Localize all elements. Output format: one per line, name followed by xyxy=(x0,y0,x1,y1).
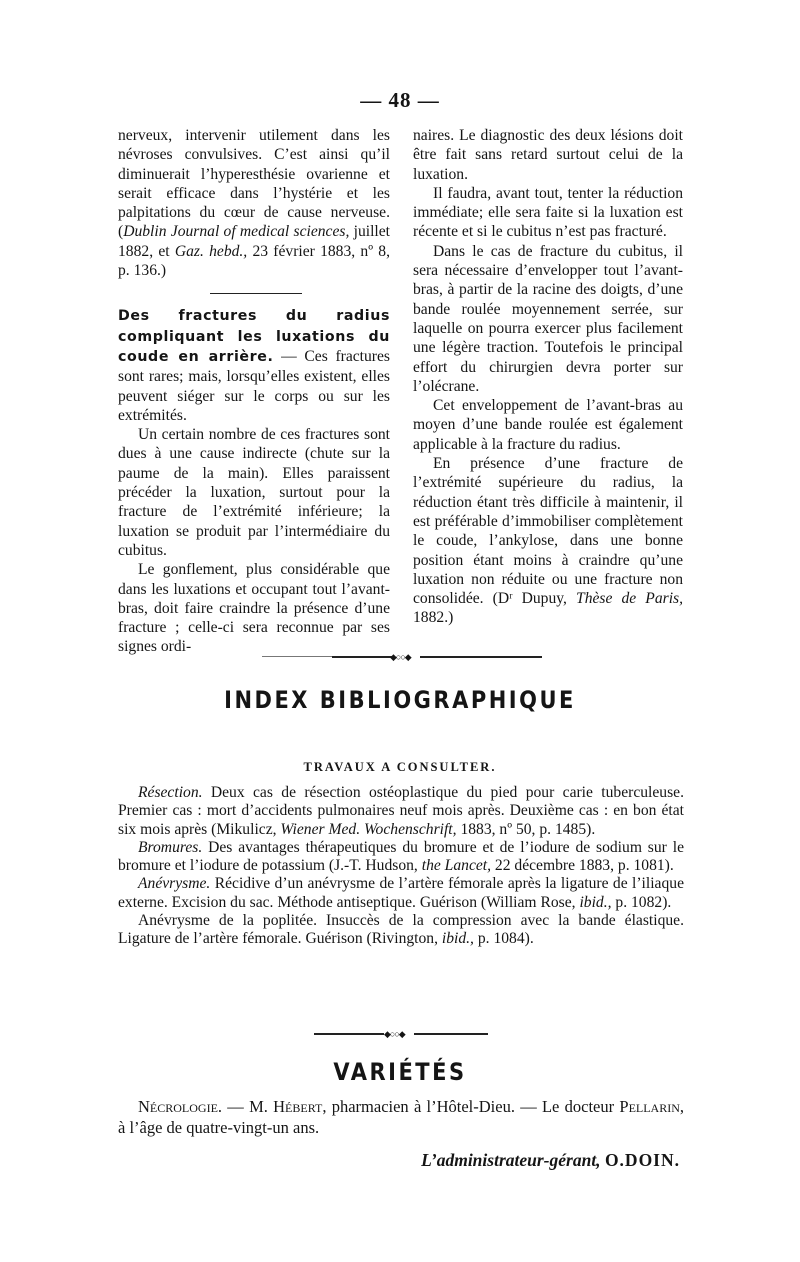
right-column xyxy=(413,126,683,628)
ornament-line-right xyxy=(414,1033,488,1035)
entry-label: Résection. xyxy=(138,784,203,801)
right-paragraph-4: Cet enveloppement de l’avant-bras au moyen d’une bande roulée est également applicable à la fracture du radius. xyxy=(413,397,683,453)
ornament-line-left-bold xyxy=(332,656,392,658)
signature xyxy=(330,1150,680,1171)
ornament-line-right xyxy=(420,656,542,658)
page-number: — 48 — xyxy=(360,88,440,112)
necrology-notice: Nécrologie. — M. Hébert, pharmacien à l’Hôtel-Dieu. — Le docteur Pellarin, à l’âge de quatre-vingt-un ans. xyxy=(118,1097,685,1137)
signature-name: O.DOIN. xyxy=(604,1150,680,1170)
entry-label: Bromures. xyxy=(138,838,203,856)
bibliography-list xyxy=(118,784,684,949)
index-subheading: TRAVAUX A CONSULTER. xyxy=(303,760,497,774)
varietes-heading: VARIÉTÉS xyxy=(333,1058,467,1086)
section-title: Des fractures du radius compliquant les luxations du coude en arrière. xyxy=(118,308,390,365)
section-divider xyxy=(210,293,302,294)
gazette-citation: Gaz. hebd., xyxy=(174,242,248,260)
right-paragraph-3: Dans le cas de fracture du cubitus, il sera nécessaire d’envelopper tout l’avant-bras, à partir de la racine des doigts, d’une bande roulée moyennement serrée, sur laquelle on pourra exercer plus facilement une légère traction. Toutefois le principal effort du chirurgien devra porter sur l’olécrane. xyxy=(413,242,683,395)
ornament-knot-icon: ◆○○◆ xyxy=(384,1029,405,1039)
thesis-citation: Thèse de Paris, xyxy=(576,590,683,608)
person-name: Pellarin, xyxy=(619,1097,685,1116)
right-paragraph-1: naires. Le diagnostic des deux lésions doit être fait sans retard surtout celui de la luxation. xyxy=(413,127,683,183)
left-paragraph-1: nerveux, intervenir utilement dans les névroses convulsives. C’est ainsi qu’il diminuerait l’hyperesthésie ovarienne et serait efficace dans l’hystérie et les palpitations du cœur de cause nerveuse. (Dublin Journal of medical sciences, juillet 1882, et Gaz. hebd., 23 février 1883, nº 8, p. 136.) xyxy=(118,127,391,280)
ornamental-rule-top xyxy=(262,654,542,660)
necrology-label: Nécrologie. xyxy=(138,1097,223,1116)
ornament-line-left xyxy=(314,1033,384,1035)
left-paragraph-4: Le gonflement, plus considérable que dans les luxations et occupant tout l’avant-bras, doit faire craindre la présence d’une fracture ; celle-ci sera reconnue par ses signes ordi- xyxy=(118,561,390,656)
entry-label: Anévrysme. xyxy=(138,875,211,893)
person-name: Hébert, xyxy=(273,1097,327,1116)
ornament-knot-icon: ◆○○◆ xyxy=(390,652,411,662)
biblio-entry-bromures: Bromures. Des avantages thérapeutiques du bromure et de l’iodure de sodium sur le bromure et l’iodure de potassium (J.-T. Hudson, the Lancet, 22 décembre 1883, p. 1081). xyxy=(118,838,684,875)
left-paragraph-3: Un certain nombre de ces fractures sont dues à une cause indirecte (chute sur la paume de la main). Elles paraissent précéder la luxation, surtout pour la fracture de l’extrémité inférieure; la luxation se produit par l’intermédiaire du cubitus. xyxy=(118,426,390,559)
right-paragraph-2: Il faudra, avant tout, tenter la réduction immédiate; elle sera faite si la luxation est récente et si le cubitus n’est pas fracturé. xyxy=(413,184,683,241)
index-heading: INDEX BIBLIOGRAPHIQUE xyxy=(224,686,576,714)
left-para1-text: nerveux, intervenir utilement dans les névroses convulsives. C’est ainsi qu’il diminuerait l’hyperesthésie ovarienne et serait efficace dans l’hystérie et les palpitations du cœur de cause nerveuse. xyxy=(118,127,390,222)
right-paragraph-5: En présence d’une fracture de l’extrémité supérieure du radius, la réduction étant très difficile à maintenir, il est préférable d’immobiliser complètement le coude, l’ankylose, dans une bonne position étant moins à craindre qu’une luxation non réduite ou une fracture non consolidée. (Dʳ Dupuy, Thèse de Paris, 1882.) xyxy=(413,455,683,627)
biblio-entry-poplitee: Anévrysme de la poplitée. Insuccès de la compression avec la bande élastique. Ligature de l’artère fémorale. Guérison (Rivington, ibid., p. 1084). xyxy=(118,912,684,948)
journal-citation: Dublin Journal of medical sciences, xyxy=(123,223,350,241)
section-intro: — Ces fractures sont rares; mais, lorsqu’elles existent, elles peuvent siéger sur le corps ou sur les extrémités. xyxy=(118,347,390,424)
signature-role: L’administrateur-gérant, xyxy=(421,1150,601,1170)
left-column xyxy=(118,126,390,657)
left-paragraph-section xyxy=(118,306,390,425)
ornamental-rule-bottom xyxy=(314,1031,488,1037)
biblio-entry-resection: Résection. Deux cas de résection ostéoplastique du pied pour carie tuberculeuse. Premier cas : mort d’accidents pulmonaires neuf mois après. Deuxième cas : en bon état six mois après (Mikulicz, Wiener Med. Wochenschrift, 1883, nº 50, p. 1485). xyxy=(118,784,684,838)
biblio-entry-anevrysme: Anévrysme. Récidive d’un anévrysme de l’artère fémorale après la ligature de l’iliaque externe. Excision du sac. Méthode antiseptique. Guérison (William Rose, ibid., p. 1082). xyxy=(118,875,684,911)
